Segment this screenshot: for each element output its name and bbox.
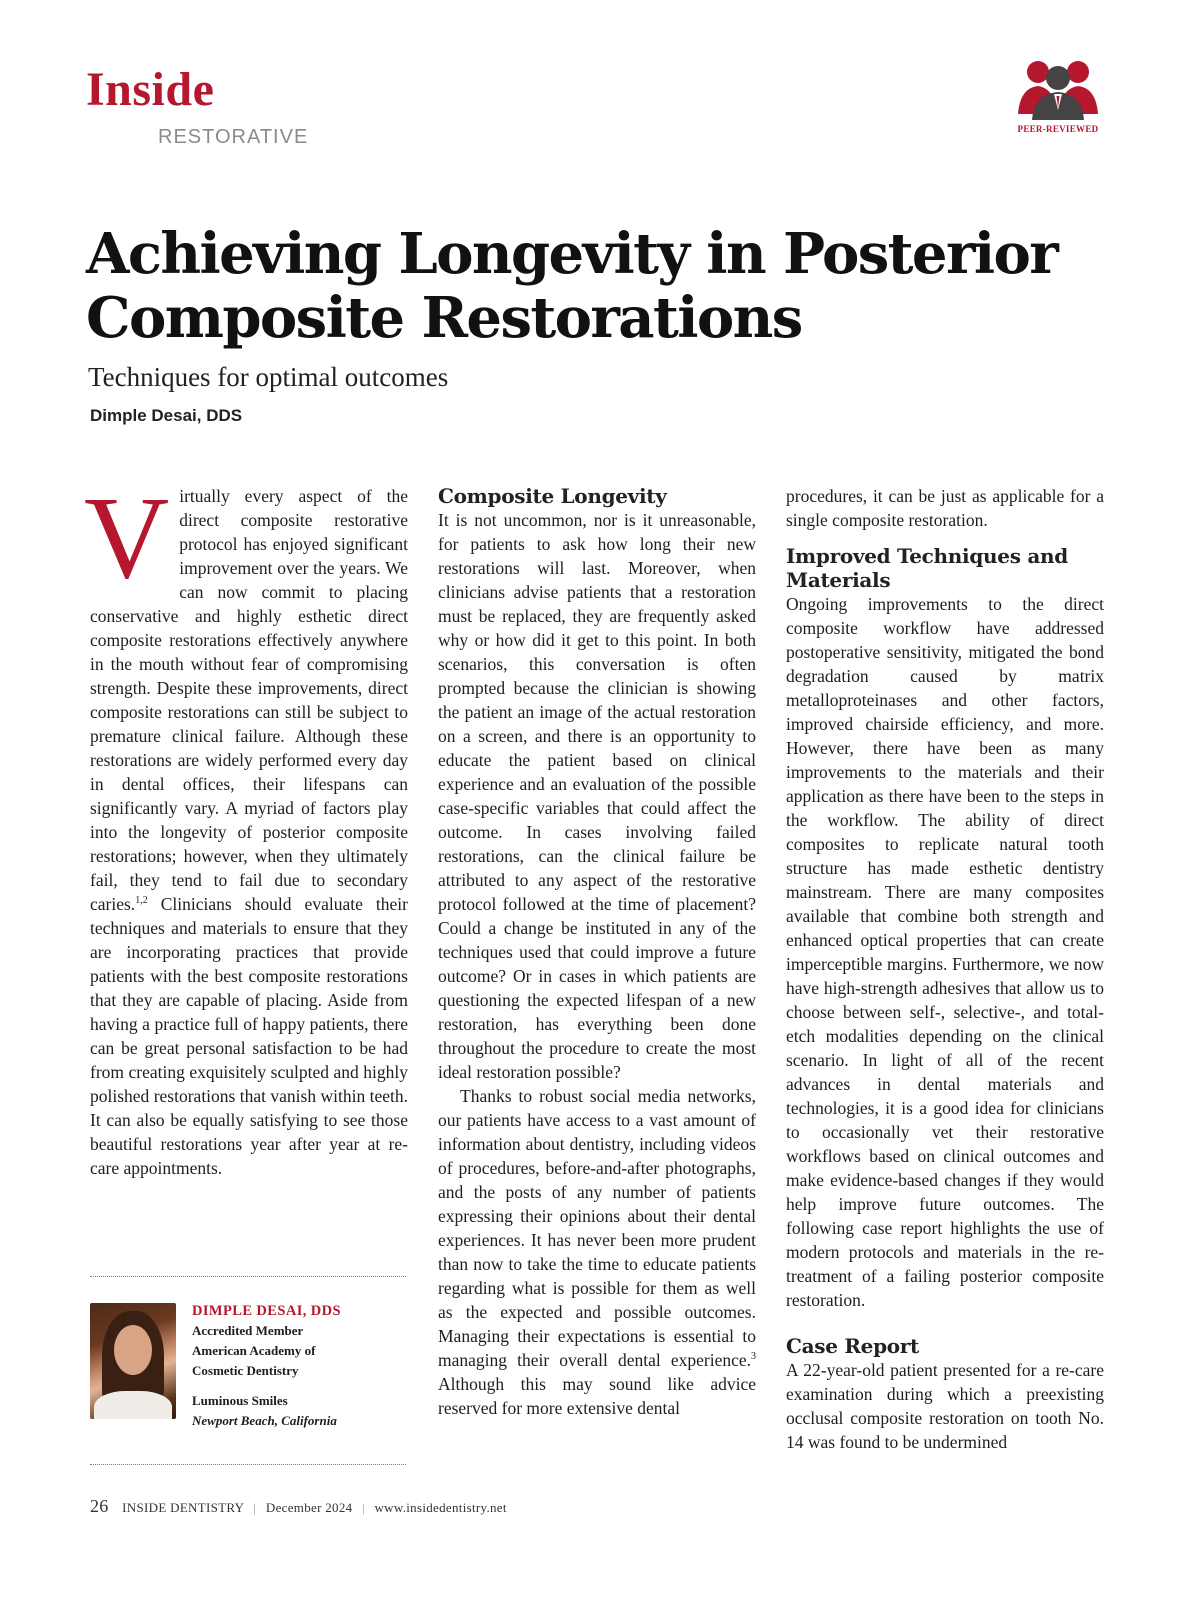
intro-text-continued: Clinicians should evaluate their techniques and materials to ensure that they are incorporating practices that provide patients with the best composite restorations that they are capable of placing. Aside from having a practice full of happy patients, there can be great personal satisfaction to be had from creating exquisitely sculpted and highly polished restorations that vanish within teeth. It can also be equally satisfying to see those beautiful restorations year after year at re-care appointments. — [90, 894, 408, 1178]
section-brand-subtitle: RESTORATIVE — [158, 126, 309, 148]
article-column-1 — [84, 472, 408, 1180]
author-credential-2: American Academy of — [192, 1343, 316, 1358]
section-heading-case-report: Case Report — [786, 1334, 919, 1358]
body-paragraph — [438, 1084, 756, 1420]
author-credential-1: Accredited Member — [192, 1323, 304, 1338]
publication-name: INSIDE DENTISTRY — [122, 1500, 244, 1515]
peer-reviewed-label: PEER-REVIEWED — [1017, 124, 1099, 134]
intro-text: irtually every aspect of the direct composite restorative protocol has enjoyed significant improvement over the years. We can now commit to placing conservative and highly esthetic direct composite restorations effectively anywhere in the mouth without fear of compromising strength. Despite these improvements, direct composite restorations can still be subject to premature clinical failure. Although these restorations are widely performed every day in dental offices, their lifespans can significantly vary. A myriad of factors play into the longevity of posterior composite restorations; however, when they ultimately fail, they tend to fail due to secondary caries. — [90, 486, 408, 914]
body-paragraph: procedures, it can be just as applicable for a single composite restoration. — [786, 486, 1104, 530]
website-link[interactable]: www.insidedentistry.net — [374, 1500, 507, 1515]
headline-line-2: Composite Restorations — [86, 285, 802, 351]
section-brand-title: Inside — [86, 63, 215, 116]
citation-superscript: 1,2 — [135, 895, 148, 907]
author-bio — [192, 1301, 406, 1431]
citation-superscript: 3 — [751, 1351, 756, 1363]
author-photo — [90, 1303, 176, 1419]
section-heading-improved-techniques: Improved Techniques and Materials — [786, 544, 1068, 592]
author-box-bottom-divider — [90, 1464, 406, 1465]
author-credential-3: Cosmetic Dentistry — [192, 1363, 299, 1378]
peer-reviewed-badge — [1008, 58, 1108, 150]
author-box-top-divider — [90, 1276, 406, 1277]
page-footer: 26 INSIDE DENTISTRY | December 2024 | www.insidedentistry.net — [90, 1496, 507, 1516]
article-headline — [86, 222, 1106, 350]
drop-cap: V — [84, 472, 170, 603]
headline-line-1: Achieving Longevity in Posterior — [86, 221, 1058, 287]
article-byline: Dimple Desai, DDS — [90, 406, 243, 425]
article-deck: Techniques for optimal outcomes — [88, 362, 449, 392]
body-text-continued: Although this may sound like advice reserved for more extensive dental — [438, 1374, 756, 1418]
body-paragraph: It is not uncommon, nor is it unreasonable, for patients to ask how long their new restorations will last. Moreover, when clinicians advise patients that a restoration must be replaced, they are frequently asked why or how did it get to this point. In both scenarios, this conversation is often prompted because the clinician is showing the patient an image of the actual restoration on a screen, and there is an opportunity to educate the patient based on clinical experience and an evaluation of the possible case-specific variables that could affect the outcome. In cases involving failed restorations, can the clinical failure be attributed to any aspect of the restorative protocol followed at the time of placement? Could a change be instituted in any of the techniques used that could improve a future outcome? Or in cases in which patients are questioning the expected lifespan of a new restoration, has everything been done throughout the procedure to create the most ideal restoration possible? — [438, 510, 756, 1082]
article-column-3 — [786, 484, 1104, 1454]
author-location: Newport Beach, California — [192, 1413, 337, 1428]
author-practice: Luminous Smiles — [192, 1393, 288, 1408]
issue-date: December 2024 — [265, 1500, 353, 1515]
people-group-icon — [1016, 58, 1100, 120]
section-heading-composite-longevity: Composite Longevity — [438, 484, 667, 508]
body-paragraph: Ongoing improvements to the direct composite workflow have addressed postoperative sensitivity, mitigated the bond degradation caused by matrix metalloproteinases and other factors, improved chairside efficiency, and more. However, there have been as many improvements to the materials and their application as there have been to the steps in the workflow. The ability of direct composites to replicate natural tooth structure has made esthetic dentistry mainstream. There are many composites available that combine both strength and enhanced optical properties that can create imperceptible margins. Furthermore, we now have high-strength adhesives that allow us to choose between self-, selective-, and total-etch modalities depending on the clinical scenario. In light of all of the recent advances in dental materials and technologies, it is a good idea for clinicians to occasionally vet their restorative workflows based on clinical outcomes and make evidence-based changes if they would help improve future outcomes. The following case report highlights the use of modern protocols and materials in the re-treatment of a failing posterior composite restoration. — [786, 594, 1104, 1310]
page-number: 26 — [90, 1496, 109, 1516]
body-paragraph: A 22-year-old patient presented for a re-care examination during which a preexisting occlusal composite restoration on tooth No. 14 was found to be undermined — [786, 1360, 1104, 1452]
body-text: Thanks to robust social media networks, our patients have access to a vast amount of information about dentistry, including videos of procedures, before-and-after photographs, and the posts of any number of patients expressing their opinions about their dental experiences. It has never been more prudent than now to take the time to educate patients regarding what is possible for them as well as the expected and possible outcomes. Managing their expectations is essential to managing their overall dental experience. — [438, 1086, 756, 1370]
author-name: DIMPLE DESAI, DDS — [192, 1303, 342, 1319]
article-column-2 — [438, 484, 756, 1420]
